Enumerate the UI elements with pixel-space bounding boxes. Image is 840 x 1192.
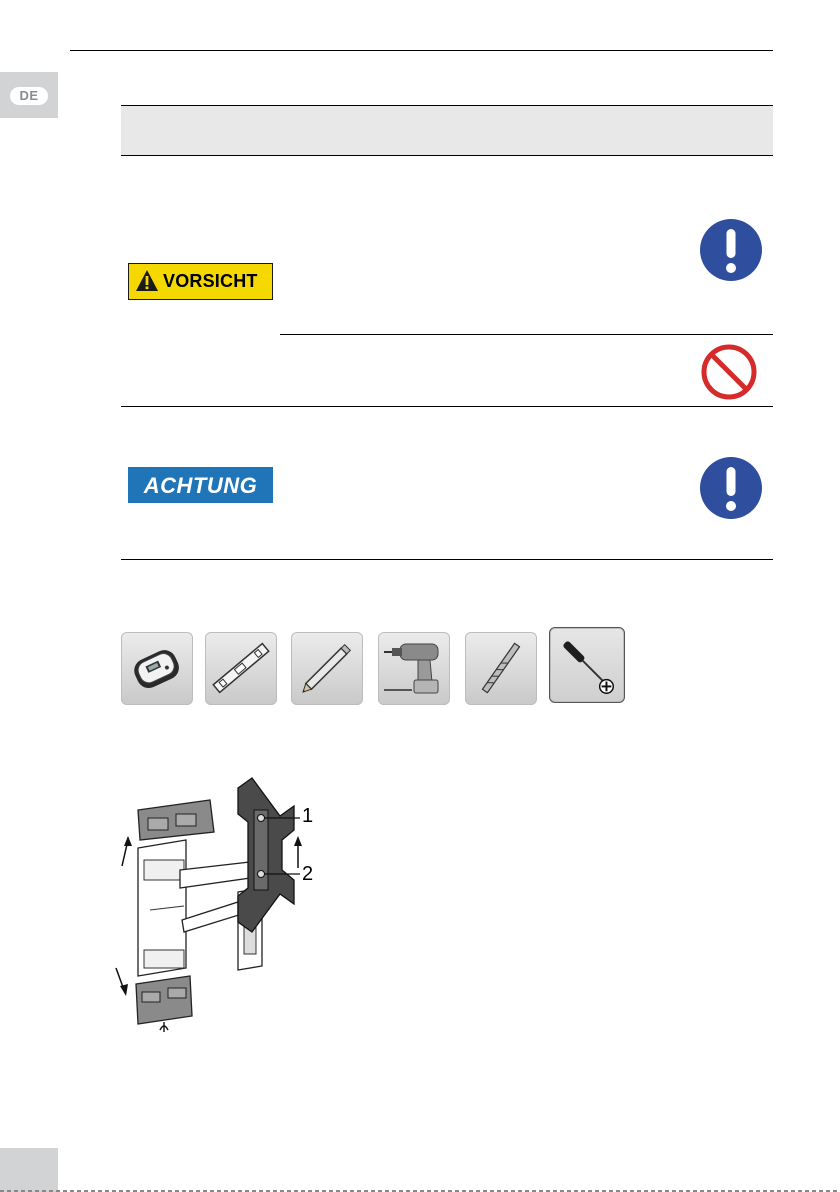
notice-sign bbox=[128, 467, 273, 503]
spirit-level-tool bbox=[205, 632, 277, 705]
caution-block-rule bbox=[121, 406, 773, 407]
callout-2: 2 bbox=[302, 863, 314, 885]
mount-assembly-figure bbox=[110, 770, 330, 1040]
header-rule bbox=[70, 50, 773, 51]
mandatory-exclamation-icon bbox=[699, 456, 763, 520]
prohibition-icon bbox=[695, 344, 763, 400]
stud-finder-icon bbox=[121, 632, 193, 705]
phillips-screwdriver-icon bbox=[550, 628, 624, 702]
pencil-icon bbox=[291, 632, 363, 705]
caution-label: VORSICHT bbox=[163, 271, 258, 291]
section-heading-band bbox=[121, 105, 773, 156]
callout-1: 1 bbox=[302, 805, 314, 827]
language-badge: DE bbox=[10, 87, 48, 105]
drill-bit-icon bbox=[465, 632, 537, 705]
cordless-drill-tool bbox=[378, 632, 450, 705]
warning-triangle-icon bbox=[135, 269, 159, 293]
notice-label: ACHTUNG bbox=[143, 473, 258, 498]
cordless-drill-icon bbox=[378, 632, 450, 705]
caution-inner-rule bbox=[280, 334, 773, 335]
stud-finder-tool bbox=[121, 632, 193, 705]
caution-sign bbox=[128, 263, 273, 300]
notice-block-rule bbox=[121, 559, 773, 560]
spirit-level-icon bbox=[205, 632, 277, 705]
drill-bit-tool bbox=[465, 632, 537, 705]
pencil-tool bbox=[291, 632, 363, 705]
page-footer-tab bbox=[0, 1148, 58, 1192]
screwdriver-tool bbox=[549, 627, 625, 703]
mandatory-exclamation-icon bbox=[699, 218, 763, 282]
